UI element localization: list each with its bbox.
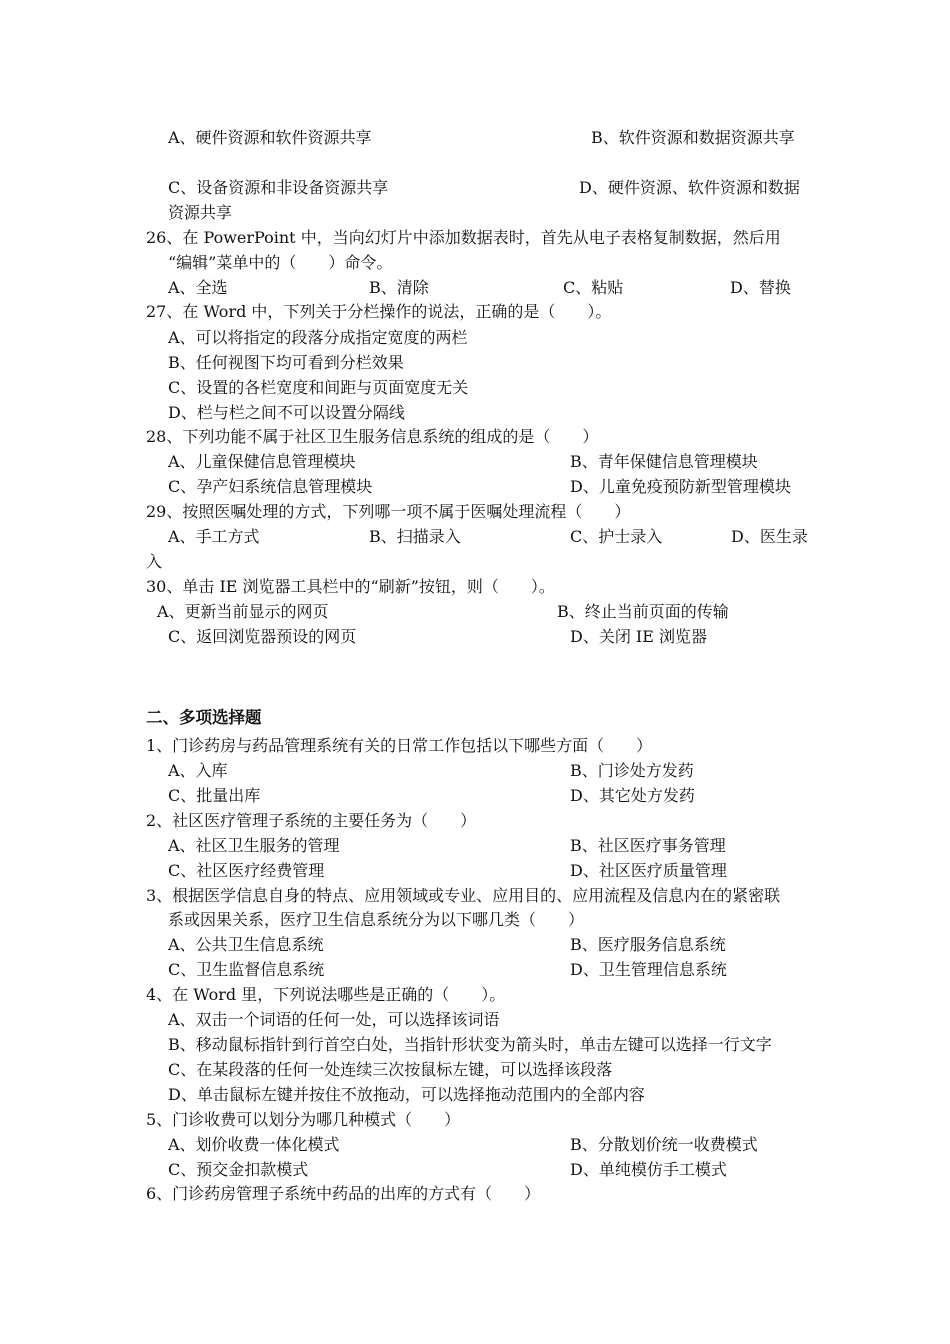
m4-option-d: D、单击鼠标左键并按住不放拖动，可以选择拖动范围内的全部内容 xyxy=(168,1085,645,1104)
q27-option-a: A、可以将指定的段落分成指定宽度的两栏 xyxy=(168,328,468,347)
q26-option-d: D、替换 xyxy=(730,278,791,297)
m4-stem: 4、在 Word 里，下列说法哪些是正确的（ ）。 xyxy=(146,985,506,1004)
q25-option-a: A、硬件资源和软件资源共享 xyxy=(168,128,372,147)
m5-option-c: C、预交金扣款模式 xyxy=(168,1160,309,1179)
q28-option-b: B、青年保健信息管理模块 xyxy=(570,452,758,471)
m1-option-c: C、批量出库 xyxy=(168,786,261,805)
m2-option-c: C、社区医疗经费管理 xyxy=(168,861,325,880)
q29-option-d-continued: 入 xyxy=(146,552,163,571)
m1-option-b: B、门诊处方发药 xyxy=(570,761,694,780)
m3-option-b: B、医疗服务信息系统 xyxy=(570,935,726,954)
q26-option-b: B、清除 xyxy=(369,278,429,297)
q25-option-c: C、设备资源和非设备资源共享 xyxy=(168,178,389,197)
m1-stem: 1、门诊药房与药品管理系统有关的日常工作包括以下哪些方面（ ） xyxy=(146,736,653,755)
section-heading-multiple-choice: 二、多项选择题 xyxy=(146,708,262,727)
q30-stem: 30、单击 IE 浏览器工具栏中的“刷新”按钮，则（ ）。 xyxy=(146,577,555,596)
m3-stem: 3、根据医学信息自身的特点、应用领域或专业、应用目的、应用流程及信息内在的紧密联 xyxy=(146,886,781,905)
q27-option-b: B、任何视图下均可看到分栏效果 xyxy=(168,353,404,372)
q25-option-b: B、软件资源和数据资源共享 xyxy=(591,128,795,147)
q30-option-b: B、终止当前页面的传输 xyxy=(557,602,729,621)
q25-option-d: D、硬件资源、软件资源和数据 xyxy=(579,178,800,197)
q30-option-c: C、返回浏览器预设的网页 xyxy=(168,627,357,646)
q26-stem: 26、在 PowerPoint 中，当向幻灯片中添加数据表时，首先从电子表格复制数据，然后用 xyxy=(146,228,781,247)
q28-option-a: A、儿童保健信息管理模块 xyxy=(168,452,356,471)
m5-stem: 5、门诊收费可以划分为哪几种模式（ ） xyxy=(146,1110,461,1129)
q29-option-a: A、手工方式 xyxy=(168,527,260,546)
q28-stem: 28、下列功能不属于社区卫生服务信息系统的组成的是（ ） xyxy=(146,427,599,446)
m3-stem-continued: 系或因果关系，医疗卫生信息系统分为以下哪几类（ ） xyxy=(168,910,585,929)
q27-stem: 27、在 Word 中，下列关于分栏操作的说法，正确的是（ ）。 xyxy=(146,302,612,321)
m2-stem: 2、社区医疗管理子系统的主要任务为（ ） xyxy=(146,811,477,830)
m2-option-d: D、社区医疗质量管理 xyxy=(570,861,727,880)
q26-option-c: C、粘贴 xyxy=(563,278,624,297)
m5-option-d: D、单纯模仿手工模式 xyxy=(570,1160,727,1179)
q29-option-d: D、医生录 xyxy=(731,527,808,546)
q30-option-a: A、更新当前显示的网页 xyxy=(157,602,329,621)
q26-option-a: A、全选 xyxy=(168,278,228,297)
m4-option-c: C、在某段落的任何一处连续三次按鼠标左键，可以选择该段落 xyxy=(168,1060,613,1079)
m3-option-d: D、卫生管理信息系统 xyxy=(570,960,727,979)
q27-option-d: D、栏与栏之间不可以设置分隔线 xyxy=(168,403,405,422)
q25-option-d-continued: 资源共享 xyxy=(168,203,233,222)
q29-stem: 29、按照医嘱处理的方式，下列哪一项不属于医嘱处理流程（ ） xyxy=(146,502,631,521)
q30-option-d: D、关闭 IE 浏览器 xyxy=(570,627,708,646)
q29-option-b: B、扫描录入 xyxy=(369,527,461,546)
m1-option-a: A、入库 xyxy=(168,761,228,780)
m2-option-a: A、社区卫生服务的管理 xyxy=(168,836,340,855)
m4-option-a: A、双击一个词语的任何一处，可以选择该词语 xyxy=(168,1010,500,1029)
m2-option-b: B、社区医疗事务管理 xyxy=(570,836,726,855)
q26-stem-continued: “编辑”菜单中的（ ）命令。 xyxy=(168,253,393,272)
m3-option-c: C、卫生监督信息系统 xyxy=(168,960,325,979)
m3-option-a: A、公共卫生信息系统 xyxy=(168,935,324,954)
m6-stem: 6、门诊药房管理子系统中药品的出库的方式有（ ） xyxy=(146,1184,541,1203)
m1-option-d: D、其它处方发药 xyxy=(570,786,695,805)
q29-option-c: C、护士录入 xyxy=(570,527,663,546)
m4-option-b: B、移动鼠标指针到行首空白处，当指针形状变为箭头时，单击左键可以选择一行文字 xyxy=(168,1035,772,1054)
m5-option-a: A、划价收费一体化模式 xyxy=(168,1135,340,1154)
q28-option-c: C、孕产妇系统信息管理模块 xyxy=(168,477,373,496)
q27-option-c: C、设置的各栏宽度和间距与页面宽度无关 xyxy=(168,378,469,397)
q28-option-d: D、儿童免疫预防新型管理模块 xyxy=(570,477,791,496)
m5-option-b: B、分散划价统一收费模式 xyxy=(570,1135,758,1154)
